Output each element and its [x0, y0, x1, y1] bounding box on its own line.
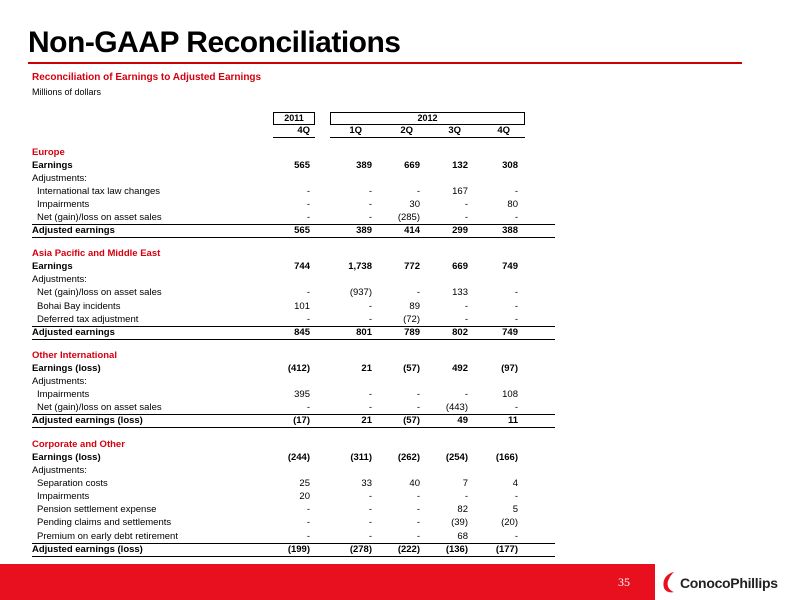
- cell-value: -: [306, 504, 310, 516]
- section-heading: [32, 248, 562, 261]
- cell-value: 565: [294, 225, 310, 237]
- header-rule: [330, 137, 525, 138]
- cell-value: (412): [287, 362, 310, 374]
- adjusted-earnings-row: [32, 225, 562, 238]
- cell-value: (285): [397, 212, 420, 224]
- quarter-header: 2Q: [400, 125, 413, 136]
- cell-value: (311): [350, 451, 372, 463]
- cell-value: 845: [294, 326, 310, 338]
- row-label: Net (gain)/loss on asset sales: [37, 212, 162, 224]
- cell-value: (17): [293, 415, 310, 427]
- cell-value: -: [306, 185, 310, 197]
- cell-value: 33: [361, 477, 372, 489]
- cell-value: -: [464, 199, 468, 211]
- cell-value: 669: [404, 159, 420, 171]
- cell-value: (20): [501, 517, 518, 529]
- row-label: Adjusted earnings (loss): [32, 415, 143, 427]
- cell-value: 1,738: [348, 261, 372, 273]
- cell-value: 749: [502, 326, 518, 338]
- row-label: Adjustments:: [32, 375, 87, 387]
- conocophillips-logo-icon: [660, 570, 682, 594]
- quarter-header: 4Q: [497, 125, 510, 136]
- cell-value: 20: [299, 491, 310, 503]
- cell-value: -: [514, 491, 518, 503]
- row-label: Adjustments:: [32, 274, 87, 286]
- cell-value: 789: [404, 326, 420, 338]
- cell-value: -: [368, 212, 372, 224]
- cell-value: -: [416, 491, 420, 503]
- row-label: Premium on early debt retirement: [37, 530, 178, 542]
- adjustment-row: [32, 389, 562, 402]
- cell-value: 749: [502, 261, 518, 273]
- cell-value: 101: [294, 300, 310, 312]
- cell-value: 389: [356, 225, 372, 237]
- adjustments-heading: [32, 173, 562, 186]
- adjustment-row: [32, 402, 562, 415]
- cell-value: -: [306, 530, 310, 542]
- row-label: Asia Pacific and Middle East: [32, 248, 161, 259]
- row-label: Europe: [32, 146, 65, 158]
- row-label: Corporate and Other: [32, 438, 125, 450]
- cell-value: 21: [361, 415, 372, 427]
- cell-value: (937): [349, 287, 372, 299]
- cell-value: -: [368, 517, 372, 529]
- adjustment-row: [32, 491, 562, 504]
- page-number: 35: [618, 575, 630, 589]
- row-label: International tax law changes: [37, 185, 161, 197]
- cell-value: 395: [294, 388, 310, 400]
- cell-value: (443): [445, 402, 468, 414]
- cell-value: 82: [457, 504, 468, 516]
- earnings-row: [32, 363, 562, 376]
- cell-value: -: [416, 402, 420, 414]
- cell-value: 30: [409, 199, 420, 211]
- cell-value: -: [416, 388, 420, 400]
- cell-value: (57): [403, 415, 420, 427]
- cell-value: -: [464, 300, 468, 312]
- cell-value: (72): [403, 313, 420, 325]
- units-note: Millions of dollars: [32, 87, 102, 97]
- cell-value: 4: [512, 477, 518, 489]
- cell-value: 133: [452, 287, 468, 299]
- cell-value: 308: [502, 159, 518, 171]
- cell-value: -: [368, 388, 372, 400]
- cell-value: 108: [502, 388, 518, 400]
- cell-value: -: [464, 388, 468, 400]
- cell-value: -: [416, 517, 420, 529]
- adjustment-row: [32, 504, 562, 517]
- adjustment-row: [32, 212, 562, 225]
- adjustments-heading: [32, 465, 562, 478]
- cell-value: -: [306, 517, 310, 529]
- cell-value: 40: [409, 477, 420, 489]
- cell-value: 132: [452, 159, 468, 171]
- cell-value: 565: [294, 159, 310, 171]
- cell-value: -: [416, 185, 420, 197]
- row-label: Earnings (loss): [32, 451, 101, 463]
- cell-value: -: [416, 530, 420, 542]
- cell-value: -: [306, 313, 310, 325]
- row-label: Adjusted earnings: [32, 326, 115, 338]
- adjustment-row: [32, 199, 562, 212]
- row-label: Separation costs: [37, 477, 108, 489]
- cell-value: 167: [452, 185, 468, 197]
- section-heading: [32, 439, 562, 452]
- row-label: Net (gain)/loss on asset sales: [37, 287, 162, 299]
- adjustments-heading: [32, 274, 562, 287]
- cell-value: -: [464, 212, 468, 224]
- cell-value: 389: [356, 159, 372, 171]
- cell-value: -: [368, 530, 372, 542]
- cell-value: (222): [397, 543, 420, 555]
- cell-value: 669: [452, 261, 468, 273]
- cell-value: -: [464, 491, 468, 503]
- row-label: Adjusted earnings (loss): [32, 543, 143, 555]
- table-subtitle: Reconciliation of Earnings to Adjusted Earnings: [32, 72, 262, 83]
- cell-value: (136): [445, 543, 468, 555]
- cell-value: -: [306, 212, 310, 224]
- cell-value: (244): [287, 451, 310, 463]
- cell-value: -: [416, 287, 420, 299]
- cell-value: -: [464, 313, 468, 325]
- cell-value: -: [368, 300, 372, 312]
- cell-value: 744: [294, 261, 310, 273]
- cell-value: 7: [462, 477, 468, 489]
- row-label: Earnings: [32, 159, 73, 171]
- cell-value: 299: [452, 225, 468, 237]
- adjusted-earnings-row: [32, 544, 562, 557]
- title-divider: [28, 62, 742, 64]
- quarter-header: 4Q: [297, 125, 310, 136]
- earnings-row: [32, 160, 562, 173]
- header-rule: [273, 137, 315, 138]
- cell-value: 89: [409, 300, 420, 312]
- adjustments-heading: [32, 376, 562, 389]
- row-label: Adjustments:: [32, 464, 87, 476]
- row-label: Pending claims and settlements: [37, 517, 172, 529]
- row-label: Impairments: [37, 491, 90, 503]
- cell-value: 5: [512, 504, 518, 516]
- cell-value: 80: [507, 199, 518, 211]
- cell-value: (177): [495, 543, 518, 555]
- earnings-row: [32, 452, 562, 465]
- row-label: Bohai Bay incidents: [37, 300, 121, 312]
- quarter-header: 3Q: [448, 125, 461, 136]
- cell-value: -: [514, 185, 518, 197]
- cell-value: -: [368, 402, 372, 414]
- cell-value: 414: [404, 225, 420, 237]
- cell-value: (278): [349, 543, 372, 555]
- cell-value: 68: [457, 530, 468, 542]
- cell-value: -: [368, 491, 372, 503]
- cell-value: -: [514, 530, 518, 542]
- company-logo-text: ConocoPhillips: [680, 575, 778, 591]
- cell-value: (262): [397, 451, 420, 463]
- cell-value: -: [306, 402, 310, 414]
- cell-value: -: [368, 504, 372, 516]
- cell-value: -: [514, 300, 518, 312]
- row-label: Impairments: [37, 199, 90, 211]
- row-label: Impairments: [37, 388, 90, 400]
- adjustment-row: [32, 478, 562, 491]
- cell-value: 772: [404, 261, 420, 273]
- cell-value: (199): [287, 543, 310, 555]
- adjustment-row: [32, 301, 562, 314]
- row-label: Earnings (loss): [32, 362, 101, 374]
- cell-value: (254): [445, 451, 468, 463]
- cell-value: 492: [452, 362, 468, 374]
- cell-value: (39): [451, 517, 468, 529]
- row-label: Adjusted earnings: [32, 225, 115, 237]
- cell-value: 802: [452, 326, 468, 338]
- cell-value: -: [514, 287, 518, 299]
- cell-value: 801: [356, 326, 372, 338]
- row-label: Adjustments:: [32, 172, 87, 184]
- row-label: Deferred tax adjustment: [37, 313, 139, 325]
- adjustment-row: [32, 287, 562, 300]
- page-title: Non-GAAP Reconciliations: [28, 26, 401, 59]
- cell-value: -: [368, 199, 372, 211]
- row-label: Net (gain)/loss on asset sales: [37, 402, 162, 414]
- cell-value: 11: [507, 415, 518, 427]
- section-heading: [32, 147, 562, 160]
- adjusted-earnings-row: [32, 327, 562, 340]
- cell-value: -: [416, 504, 420, 516]
- cell-value: (166): [495, 451, 518, 463]
- adjustment-row: [32, 531, 562, 544]
- cell-value: 388: [502, 225, 518, 237]
- cell-value: -: [306, 287, 310, 299]
- cell-value: -: [514, 212, 518, 224]
- cell-value: (57): [403, 362, 420, 374]
- adjusted-earnings-row: [32, 415, 562, 428]
- cell-value: 21: [361, 362, 372, 374]
- cell-value: (97): [501, 362, 518, 374]
- quarter-header: 1Q: [349, 125, 362, 136]
- year-2012-header: 2012: [330, 112, 525, 125]
- adjustment-row: [32, 186, 562, 199]
- cell-value: 25: [299, 477, 310, 489]
- row-label: Earnings: [32, 261, 73, 273]
- adjustment-row: [32, 517, 562, 530]
- section-heading: [32, 350, 562, 363]
- cell-value: 49: [457, 415, 468, 427]
- cell-value: -: [514, 402, 518, 414]
- cell-value: -: [368, 185, 372, 197]
- adjustment-row: [32, 314, 562, 327]
- cell-value: -: [514, 313, 518, 325]
- earnings-row: [32, 261, 562, 274]
- row-label: Other International: [32, 349, 117, 361]
- cell-value: -: [368, 313, 372, 325]
- year-2011-header: 2011: [273, 112, 315, 125]
- cell-value: -: [306, 199, 310, 211]
- row-label: Pension settlement expense: [37, 504, 157, 516]
